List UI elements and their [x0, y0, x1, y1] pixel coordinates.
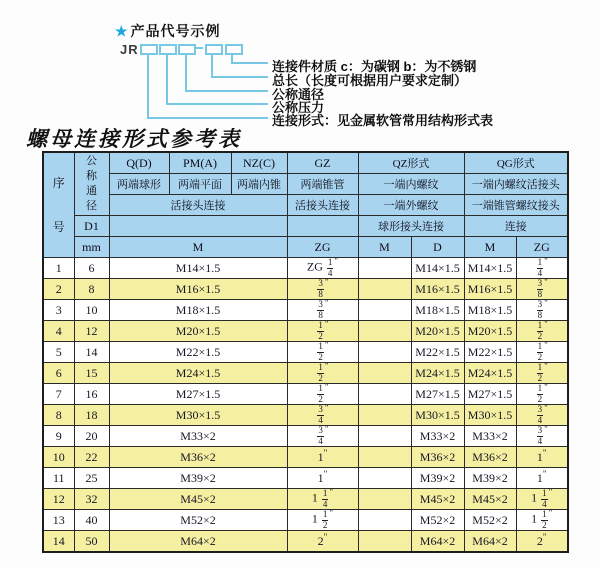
inch-mark: " [544, 404, 548, 414]
inch-mark: " [329, 488, 334, 498]
inch-mark: " [323, 531, 328, 542]
inch-mark: " [544, 299, 548, 309]
cell-qz-m [358, 321, 411, 342]
header-group-qz: QZ形式 [358, 152, 464, 174]
cell-qg-zg [516, 279, 568, 300]
inch-mark: " [329, 509, 334, 519]
code-box-3 [178, 44, 196, 55]
cell-gz-zg [287, 300, 358, 321]
table-row [43, 510, 568, 531]
inch-mark: " [544, 257, 548, 267]
cell-qg-zg [516, 258, 568, 279]
cell-dn: 50 [74, 531, 109, 553]
cell-qg-zg [516, 405, 568, 426]
fraction: $\frac{1}{4}$ [542, 488, 547, 509]
cell-gz-zg: 1" [287, 468, 358, 489]
cell-qg-m: M24×1.5 [464, 363, 516, 384]
cell-dn: 6 [74, 258, 109, 279]
header-d1: D1 [74, 216, 109, 237]
label-connection-form: 连接形式：见金属软管常用结构形式表 [272, 113, 494, 128]
table-body [43, 258, 568, 553]
fraction: $\frac{1}{2}$ [318, 320, 323, 341]
inch-mark: " [544, 278, 548, 288]
inch-mark: " [323, 447, 328, 458]
fraction: $\frac{1}{2}$ [542, 509, 547, 530]
cell-qz-m [358, 468, 411, 489]
cell-qg-m: M45×2 [464, 489, 516, 510]
table-row [43, 300, 568, 321]
table-row [43, 489, 568, 510]
cell-m: M30×1.5 [109, 405, 287, 426]
code-box-5 [225, 44, 243, 55]
cell-dn: 40 [74, 510, 109, 531]
cell-qz-m [358, 279, 411, 300]
header-group-pm: PM(A) [169, 152, 231, 174]
cell-qz-d: M16×1.5 [411, 279, 464, 300]
cell-m: M27×1.5 [109, 384, 287, 405]
cell-m: M64×2 [109, 531, 287, 553]
cell-qz-m [358, 384, 411, 405]
cell-qz-m [358, 531, 411, 553]
header-group-gz: GZ [287, 152, 358, 174]
header-qg-connection: 连接 [464, 216, 568, 237]
cell-seq: 1 [43, 258, 74, 279]
cell-seq: 10 [43, 447, 74, 468]
inch-mark: " [324, 404, 329, 414]
fraction: $\frac{1}{2}$ [318, 341, 323, 362]
inch-mark: " [544, 425, 548, 435]
cell-qz-m [358, 447, 411, 468]
cell-seq: 13 [43, 510, 74, 531]
product-code-example-title [115, 21, 221, 41]
header-group-nz: NZ(C) [231, 152, 287, 174]
cell-m: M24×1.5 [109, 363, 287, 384]
header-qz-connection: 球形接头连接 [358, 216, 464, 237]
header-desc-qg1: 一端内螺纹活接头 [464, 174, 568, 195]
cell-seq: 7 [43, 384, 74, 405]
cell-qg-m: M39×2 [464, 468, 516, 489]
callout-line-form-v [147, 53, 149, 119]
header-desc-pm: 两端平面 [169, 174, 231, 195]
inch-mark: " [324, 278, 329, 288]
label-total-length: 总长（长度可根据用户要求定制） [272, 73, 468, 88]
cell-dn: 22 [74, 447, 109, 468]
cell-qz-d: M45×2 [411, 489, 464, 510]
cell-qz-d: M14×1.5 [411, 258, 464, 279]
table-row [43, 405, 568, 426]
header-nominal-diameter: 公称通径 [74, 152, 109, 216]
table-row [43, 426, 568, 447]
cell-qz-m [358, 363, 411, 384]
cell-m: M16×1.5 [109, 279, 287, 300]
table-row [43, 384, 568, 405]
table-row [43, 468, 568, 489]
cell-qg-m: M20×1.5 [464, 321, 516, 342]
header-desc-qz1: 一端内螺纹 [358, 174, 464, 195]
cell-qg-zg [516, 300, 568, 321]
fraction: $\frac{1}{2}$ [318, 383, 323, 404]
callout-line-material-h [231, 62, 268, 64]
cell-gz-zg: 2" [287, 531, 358, 553]
inch-mark: " [324, 383, 329, 393]
cell-m: M20×1.5 [109, 321, 287, 342]
cell-qg-zg [516, 342, 568, 363]
fraction: $\frac{3}{4}$ [318, 404, 323, 425]
table-row [43, 258, 568, 279]
inch-mark: " [324, 362, 329, 372]
header-desc-gz: 两端锥管 [287, 174, 358, 195]
cell-qz-d: M27×1.5 [411, 384, 464, 405]
cell-qg-zg: 2" [516, 531, 568, 553]
cell-qz-d: M36×2 [411, 447, 464, 468]
cell-qz-d: M18×1.5 [411, 300, 464, 321]
cell-seq: 5 [43, 342, 74, 363]
fraction: $\frac{1}{4}$ [537, 257, 543, 278]
cell-qg-m: M18×1.5 [464, 300, 516, 321]
cell-qz-d: M24×1.5 [411, 363, 464, 384]
inch-mark: " [544, 320, 548, 330]
cell-gz-zg [287, 342, 358, 363]
inch-mark: " [548, 509, 553, 519]
header-group-qg: QG形式 [464, 152, 568, 174]
cell-qg-m: M36×2 [464, 447, 516, 468]
cell-dn: 14 [74, 342, 109, 363]
header-desc-qg2: 一端锥管螺纹接头 [464, 195, 568, 216]
header-seq: 序号 [43, 152, 74, 258]
inch-mark: " [548, 488, 553, 498]
inch-mark: " [542, 531, 547, 542]
code-prefix: JR [120, 42, 139, 57]
header-desc-q: 两端球形 [109, 174, 169, 195]
table-row [43, 279, 568, 300]
cell-qg-m: M27×1.5 [464, 384, 516, 405]
cell-qz-m [358, 258, 411, 279]
cell-qg-zg [516, 384, 568, 405]
cell-qz-m [358, 489, 411, 510]
cell-qg-m: M22×1.5 [464, 342, 516, 363]
cell-gz-zg: ZG $\frac{1}{4}$ " [287, 258, 358, 279]
cell-gz-zg [287, 363, 358, 384]
cell-qz-d: M52×2 [411, 510, 464, 531]
cell-dn: 32 [74, 489, 109, 510]
reference-table [42, 151, 569, 553]
fraction: $\frac{1}{2}$ [318, 362, 323, 383]
fraction: $\frac{3}{8}$ [537, 299, 543, 320]
cell-dn: 16 [74, 384, 109, 405]
code-box-1 [140, 44, 158, 55]
cell-m: M39×2 [109, 468, 287, 489]
callout-line-diameter-v [185, 53, 187, 92]
code-dash [195, 47, 203, 49]
fraction: $\frac{1}{4}$ [322, 488, 328, 509]
inch-mark: " [323, 468, 328, 479]
cell-m: M14×1.5 [109, 258, 287, 279]
cell-qz-d: M39×2 [411, 468, 464, 489]
cell-qz-d: M22×1.5 [411, 342, 464, 363]
cell-seq: 12 [43, 489, 74, 510]
cell-qz-d: M33×2 [411, 426, 464, 447]
table-row [43, 363, 568, 384]
cell-gz-zg [287, 426, 358, 447]
cell-gz-zg: 1 $\frac{1}{4}$ " [287, 489, 358, 510]
cell-m: M45×2 [109, 489, 287, 510]
inch-mark: " [544, 362, 548, 372]
cell-gz-zg [287, 405, 358, 426]
cell-gz-zg [287, 321, 358, 342]
cell-m: M52×2 [109, 510, 287, 531]
inch-mark: " [324, 341, 329, 351]
cell-qg-zg [516, 426, 568, 447]
fraction: $\frac{1}{2}$ [537, 383, 543, 404]
cell-qz-d: M30×1.5 [411, 405, 464, 426]
fraction: $\frac{3}{8}$ [318, 299, 323, 320]
callout-line-pressure-h [166, 103, 268, 105]
cell-gz-zg: 1" [287, 447, 358, 468]
cell-qg-zg: 1 $\frac{1}{2}$ " [516, 510, 568, 531]
cell-qz-m [358, 405, 411, 426]
cell-gz-zg [287, 279, 358, 300]
cell-qg-zg: 1" [516, 468, 568, 489]
header-left-connection: 活接头连接 [109, 195, 287, 216]
label-nominal-diameter: 公称通径 [272, 87, 325, 102]
inch-mark: " [542, 468, 547, 479]
cell-dn: 18 [74, 405, 109, 426]
fraction: $\frac{3}{4}$ [537, 425, 543, 446]
label-nominal-pressure: 公称压力 [272, 100, 325, 115]
cell-dn: 10 [74, 300, 109, 321]
fraction: $\frac{1}{4}$ [327, 257, 333, 278]
inch-mark: " [324, 299, 329, 309]
cell-qg-m: M52×2 [464, 510, 516, 531]
cell-seq: 3 [43, 300, 74, 321]
fraction: $\frac{3}{4}$ [318, 425, 323, 446]
header-unit-qg-m: M [464, 237, 516, 258]
header-unit-qz-d: D [411, 237, 464, 258]
cell-dn: 25 [74, 468, 109, 489]
code-box-2 [159, 44, 177, 55]
cell-qz-d: M64×2 [411, 531, 464, 553]
cell-qz-m [358, 342, 411, 363]
header-unit-m: M [109, 237, 287, 258]
cell-qg-zg: 1 $\frac{1}{4}$ " [516, 489, 568, 510]
cell-qg-zg [516, 363, 568, 384]
cell-seq: 6 [43, 363, 74, 384]
header-desc-qz2: 一端外螺纹 [358, 195, 464, 216]
callout-line-length-h [211, 76, 268, 78]
cell-dn: 20 [74, 426, 109, 447]
table-row [43, 342, 568, 363]
cell-m: M33×2 [109, 426, 287, 447]
cell-m: M22×1.5 [109, 342, 287, 363]
cell-seq: 4 [43, 321, 74, 342]
fraction: $\frac{3}{8}$ [318, 278, 323, 299]
callout-line-length-v [211, 53, 213, 78]
header-unit-mm: mm [74, 237, 109, 258]
cell-seq: 2 [43, 279, 74, 300]
cell-dn: 12 [74, 321, 109, 342]
header-blank-gz [287, 216, 358, 237]
cell-m: M18×1.5 [109, 300, 287, 321]
cell-gz-zg [287, 384, 358, 405]
callout-line-pressure-v [166, 53, 168, 105]
table-title: 螺母连接形式参考表 [26, 127, 242, 151]
header-unit-qz-m: M [358, 237, 411, 258]
cell-qg-m: M33×2 [464, 426, 516, 447]
header-unit-zg: ZG [287, 237, 358, 258]
product-code-example-text: 产品代号示例 [130, 23, 221, 39]
inch-mark: " [544, 341, 548, 351]
cell-qz-d: M20×1.5 [411, 321, 464, 342]
inch-mark: " [542, 447, 547, 458]
cell-dn: 15 [74, 363, 109, 384]
star-icon: ★ [115, 23, 129, 39]
table-row [43, 321, 568, 342]
cell-qz-m [358, 300, 411, 321]
cell-seq: 9 [43, 426, 74, 447]
cell-qz-m [358, 510, 411, 531]
cell-m: M36×2 [109, 447, 287, 468]
inch-mark: " [324, 425, 329, 435]
cell-seq: 8 [43, 405, 74, 426]
fraction: $\frac{1}{2}$ [537, 320, 543, 341]
cell-gz-zg: 1 $\frac{1}{2}$ " [287, 510, 358, 531]
cell-qg-m: M16×1.5 [464, 279, 516, 300]
fraction: $\frac{1}{2}$ [537, 341, 543, 362]
table-row [43, 447, 568, 468]
cell-qg-m: M64×2 [464, 531, 516, 553]
table-header [43, 152, 568, 258]
cell-qz-m [358, 426, 411, 447]
inch-mark: " [324, 320, 329, 330]
callout-line-diameter-h [185, 90, 268, 92]
header-gz-connection: 活接头连接 [287, 195, 358, 216]
cell-qg-m: M30×1.5 [464, 405, 516, 426]
cell-seq: 14 [43, 531, 74, 553]
code-box-4 [205, 44, 223, 55]
cell-qg-zg [516, 321, 568, 342]
cell-dn: 8 [74, 279, 109, 300]
inch-mark: " [334, 257, 339, 267]
fraction: $\frac{1}{2}$ [322, 509, 328, 530]
inch-mark: " [544, 383, 548, 393]
fraction: $\frac{3}{4}$ [537, 404, 543, 425]
fraction: $\frac{3}{8}$ [537, 278, 543, 299]
cell-qg-zg: 1" [516, 447, 568, 468]
table-row [43, 531, 568, 553]
header-blank-left [109, 216, 287, 237]
cell-qg-m: M14×1.5 [464, 258, 516, 279]
callout-line-form-h [147, 117, 268, 119]
header-unit-qg-zg: ZG [516, 237, 568, 258]
cell-seq: 11 [43, 468, 74, 489]
header-desc-nz: 两端内锥 [231, 174, 287, 195]
fraction: $\frac{1}{2}$ [537, 362, 543, 383]
header-group-q: Q(D) [109, 152, 169, 174]
nut-connection-reference-table [42, 151, 569, 553]
label-connector-material: 连接件材质 c：为碳钢 b：为不锈钢 [272, 59, 477, 74]
